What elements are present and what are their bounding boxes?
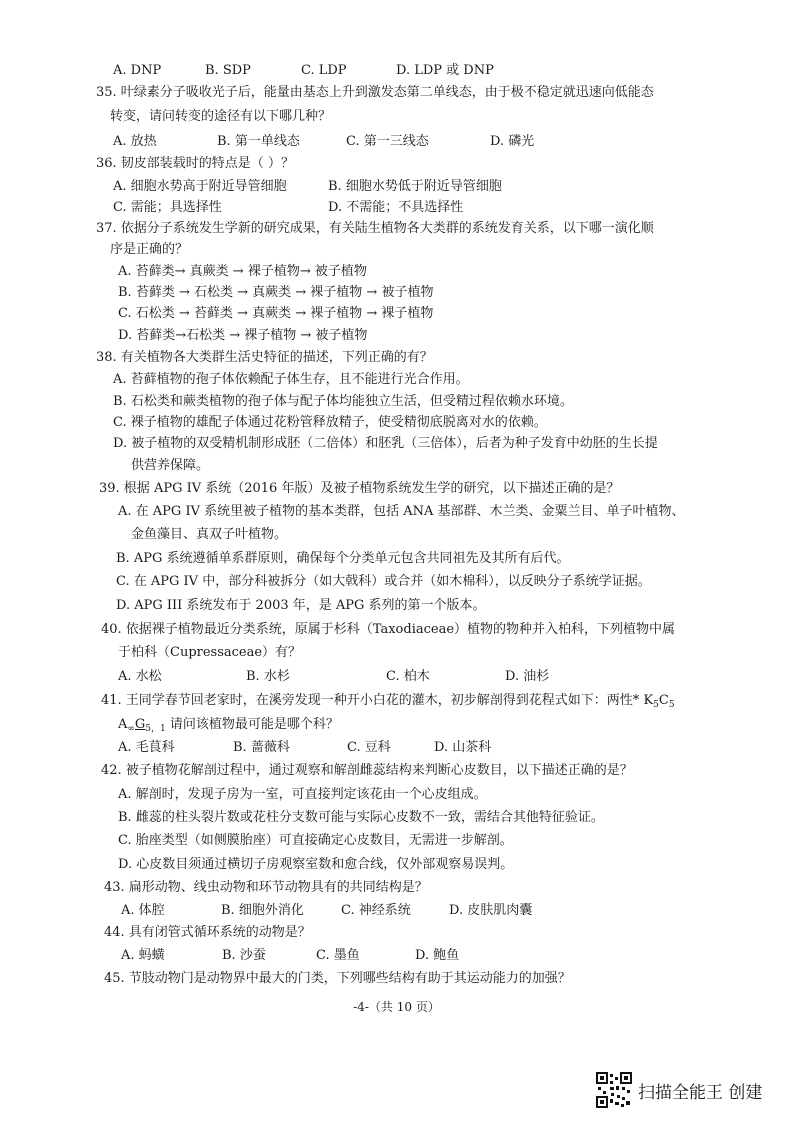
- q39-option-c: C. 在 APG IV 中，部分科被拆分（如大戟科）或合并（如木棉科），以反映分子系统学证据。: [116, 574, 651, 589]
- q44-option-d: D. 鲍鱼: [415, 948, 460, 963]
- q41-stem-line2: [118, 716, 339, 738]
- q43-option-a: A. 体腔: [121, 903, 165, 918]
- q36-option-a: A. 细胞水势高于附近导管细胞: [113, 179, 287, 194]
- q37-option-d: D. 苔藓类→石松类 → 裸子植物 → 被子植物: [118, 328, 368, 343]
- q43-stem: 43. 扁形动物、线虫动物和环节动物具有的共同结构是？: [104, 880, 428, 895]
- q35-stem-line2: 转变，请问转变的途径有以下哪几种？: [110, 109, 332, 124]
- q41-option-b: B. 蔷薇科: [233, 740, 290, 755]
- q44-option-b: B. 沙蚕: [222, 948, 266, 963]
- q37-option-b: B. 苔藓类 → 石松类 → 真蕨类 → 裸子植物 → 被子植物: [118, 285, 434, 300]
- q40-stem-line2: 于柏科（Cupressaceae）有？: [118, 645, 302, 660]
- q34-option-d: D. LDP 或 DNP: [396, 63, 494, 78]
- q42-option-c: C. 胎座类型（如侧膜胎座）可直接确定心皮数目，无需进一步解剖。: [118, 833, 513, 848]
- q42-option-d: D. 心皮数目须通过横切子房观察室数和愈合线，仅外部观察易误判。: [118, 857, 514, 872]
- q36-stem: 36. 韧皮部装载时的特点是（ ）？: [96, 156, 294, 171]
- q40-option-d: D. 油杉: [505, 669, 550, 684]
- q39-option-a: A. 在 APG IV 系统里被子植物的基本类群，包括 ANA 基部群、木兰类、金粟兰目、单子叶植物、: [118, 504, 685, 519]
- q36-option-b: B. 细胞水势低于附近导管细胞: [328, 179, 502, 194]
- q44-stem: 44. 具有闭管式循环系统的动物是？: [104, 925, 311, 940]
- q36-option-c: C. 需能；具选择性: [113, 200, 222, 215]
- q34-option-a: A. DNP: [113, 63, 162, 78]
- q45-stem: 45. 节肢动物门是动物界中最大的门类，下列哪些结构有助于其运动能力的加强？: [104, 971, 571, 986]
- q37-stem-line2: 序是正确的？: [110, 242, 189, 257]
- q41-stem-line1: [101, 692, 675, 714]
- q41-formula-k-sub: 5: [653, 700, 659, 710]
- q41-option-c: C. 豆科: [347, 740, 391, 755]
- q39-option-a-cont: 金鱼藻目、真双子叶植物。: [131, 527, 288, 542]
- qr-code-icon: [596, 1072, 632, 1108]
- q38-stem: 38. 有关植物各大类群生活史特征的描述，下列正确的有？: [96, 350, 433, 365]
- q42-option-a: A. 解剖时，发现子房为一室，可直接判定该花由一个心皮组成。: [118, 787, 487, 802]
- q41-formula-c-sub: 5: [668, 700, 675, 710]
- q41-stem-tail: 请问该植物最可能是哪个科？: [169, 717, 339, 732]
- q41-option-a: A. 毛茛科: [118, 740, 175, 755]
- q37-option-c: C. 石松类 → 苔藓类 → 真蕨类 → 裸子植物 → 裸子植物: [118, 306, 434, 321]
- q41-formula-a-sub: ∞: [127, 724, 135, 734]
- q43-option-b: B. 细胞外消化: [221, 903, 304, 918]
- q40-option-a: A. 水松: [118, 669, 162, 684]
- q39-stem: 39. 根据 APG IV 系统（2016 年版）及被子植物系统发生学的研究，以下描述正确的是？: [99, 481, 620, 496]
- q41-option-d: D. 山茶科: [434, 740, 492, 755]
- q41-stem-text: 41. 王同学春节回老家时，在溪旁发现一种开小白花的灌木，初步解剖得到花程式如下：两性* K: [101, 693, 654, 708]
- q43-option-d: D. 皮肤肌肉囊: [449, 903, 533, 918]
- q36-option-d: D. 不需能；不具选择性: [328, 200, 464, 215]
- q41-formula-g: G: [134, 717, 146, 732]
- q35-option-a: A. 放热: [113, 134, 157, 149]
- q34-option-b: B. SDP: [205, 63, 251, 78]
- q44-option-a: A. 蚂蟥: [121, 948, 165, 963]
- q41-formula-c: C: [658, 693, 669, 708]
- q42-option-b: B. 雌蕊的柱头裂片数或花柱分支数可能与实际心皮数不一致，需结合其他特征验证。: [118, 810, 604, 825]
- q34-option-c: C. LDP: [301, 63, 347, 78]
- q40-option-c: C. 柏木: [386, 669, 430, 684]
- q41-formula-g-sub: 5，1: [145, 724, 166, 734]
- scanner-watermark: 扫描全能王 创建: [638, 1083, 763, 1103]
- q35-stem-line1: 35. 叶绿素分子吸收光子后，能量由基态上升到激发态第二单线态，由于极不稳定就迅速向低能态: [96, 85, 654, 100]
- q44-option-c: C. 墨鱼: [316, 948, 360, 963]
- q42-stem: 42. 被子植物花解剖过程中，通过观察和解剖雌蕊结构来判断心皮数目，以下描述正确的是？: [101, 763, 633, 778]
- q35-option-c: C. 第一三线态: [346, 134, 429, 149]
- q40-stem-line1: 40. 依据裸子植物最近分类系统，原属于杉科（Taxodiaceae）植物的物种并入柏科，下列植物中属: [101, 622, 676, 637]
- q37-option-a: A. 苔藓类→ 真蕨类 → 裸子植物→ 被子植物: [118, 264, 367, 279]
- q41-formula-a: A: [118, 717, 128, 732]
- q35-option-b: B. 第一单线态: [217, 134, 300, 149]
- q38-option-d: D. 被子植物的双受精机制形成胚（二倍体）和胚乳（三倍体），后者为种子发育中幼胚的生长提: [113, 436, 658, 451]
- q39-option-b: B. APG 系统遵循单系群原则，确保每个分类单元包含共同祖先及其所有后代。: [116, 551, 570, 566]
- q37-stem-line1: 37. 依据分子系统发生学新的研究成果，有关陆生植物各大类群的系统发育关系，以下哪一演化顺: [96, 221, 654, 236]
- q40-option-b: B. 水杉: [246, 669, 290, 684]
- q38-option-d-cont: 供营养保障。: [131, 458, 210, 473]
- q39-option-d: D. APG III 系统发布于 2003 年，是 APG 系列的第一个版本。: [116, 598, 486, 613]
- q38-option-b: B. 石松类和蕨类植物的孢子体与配子体均能独立生活，但受精过程依赖水环境。: [113, 394, 573, 409]
- q43-option-c: C. 神经系统: [341, 903, 411, 918]
- q38-option-a: A. 苔藓植物的孢子体依赖配子体生存，且不能进行光合作用。: [113, 372, 469, 387]
- q35-option-d: D. 磷光: [490, 134, 535, 149]
- page-number: -4-（共 10 页）: [353, 1000, 440, 1014]
- q38-option-c: C. 裸子植物的雄配子体通过花粉管释放精子，使受精彻底脱离对水的依赖。: [113, 415, 547, 430]
